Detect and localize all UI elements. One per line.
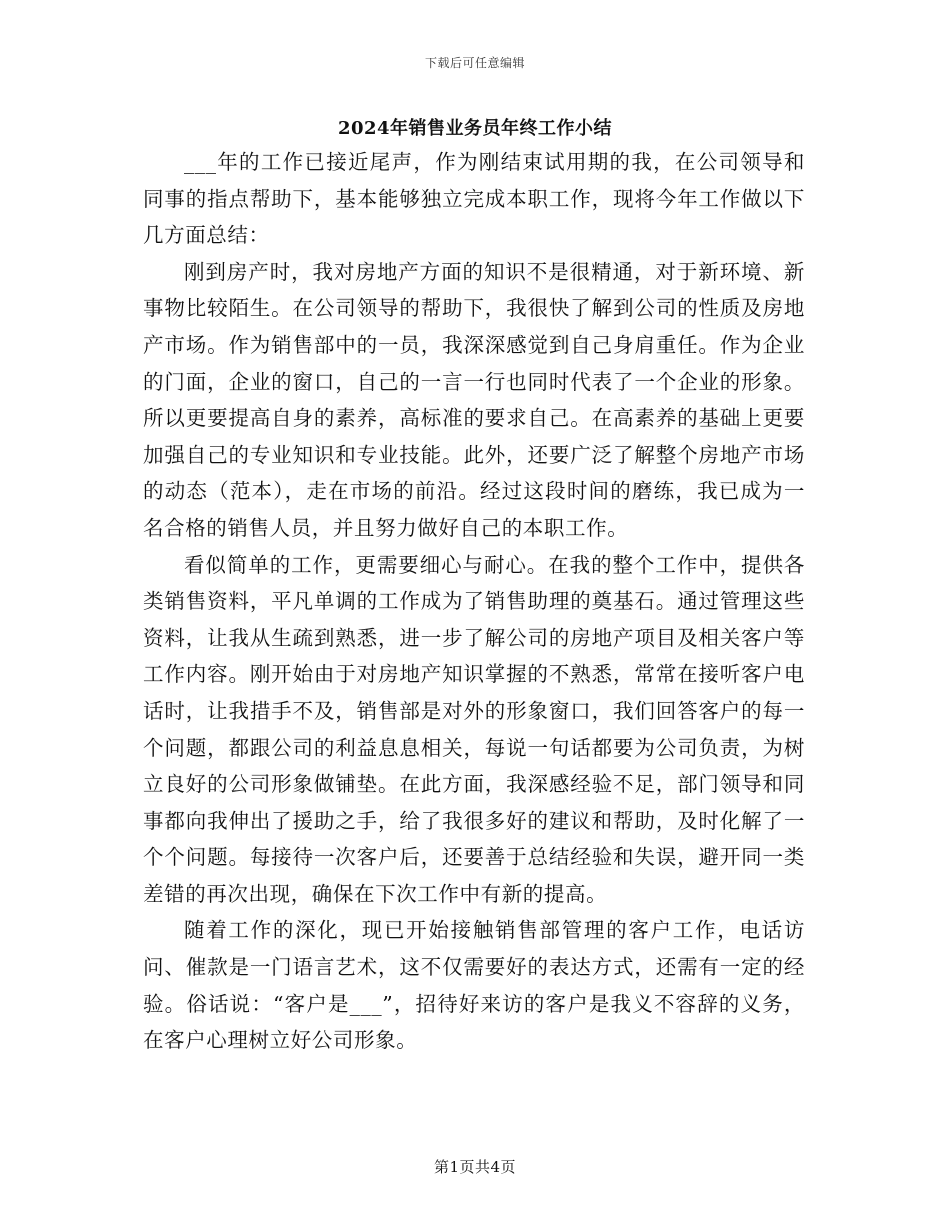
paragraph-patience: 看似简单的工作，更需要细心与耐心。在我的整个工作中，提供各类销售资料，平凡单调的工作成为了销售助理的奠基石。通过管理这些资料，让我从生疏到熟悉，进一步了解公司的房地产项目及相关客户等工作内容。刚开始由于对房地产知识掌握的不熟悉，常常在接听客户电话时，让我措手不及，销售部是对外的形象窗口，我们回答客户的每一个问题，都跟公司的利益息息相关，每说一句话都要为公司负责，为树立良好的公司形象做铺垫。在此方面，我深感经验不足，部门领导和同事都向我伸出了援助之手，给了我很多好的建议和帮助，及时化解了一个个问题。每接待一次客户后，还要善于总结经验和失误，避开同一类差错的再次出现，确保在下次工作中有新的提高。	[143, 552, 805, 906]
document-title: 2024年销售业务员年终工作小结	[337, 118, 613, 139]
paragraph-learning: 刚到房产时，我对房地产方面的知识不是很精通，对于新环境、新事物比较陌生。在公司领导的帮助下，我很快了解到公司的性质及房地产市场。作为销售部中的一员，我深深感觉到自己身肩重任。作为企业的门面，企业的窗口，自己的一言一行也同时代表了一个企业的形象。所以更要提高自身的素养，高标准的要求自己。在高素养的基础上更要加强自己的专业知识和专业技能。此外，还要广泛了解整个房地产市场的动态（范本），走在市场的前沿。经过这段时间的磨练，我已成为一名合格的销售人员，并且努力做好自己的本职工作。	[143, 259, 805, 540]
paragraph-intro: ___年的工作已接近尾声，作为刚结束试用期的我，在公司领导和同事的指点帮助下，基本能够独立完成本职工作，现将今年工作做以下几方面总结：	[143, 150, 805, 248]
paragraph-customer-work: 随着工作的深化，现已开始接触销售部管理的客户工作，电话访问、催款是一门语言艺术，这不仅需要好的表达方式，还需有一定的经验。俗话说：“客户是___”，招待好来访的客户是我义不容辞的义务，在客户心理树立好公司形象。	[143, 918, 805, 1053]
document-body	[143, 144, 805, 1059]
page-number: 第1页共4页	[433, 1158, 517, 1176]
download-note: 下载后可任意编辑	[424, 56, 525, 70]
